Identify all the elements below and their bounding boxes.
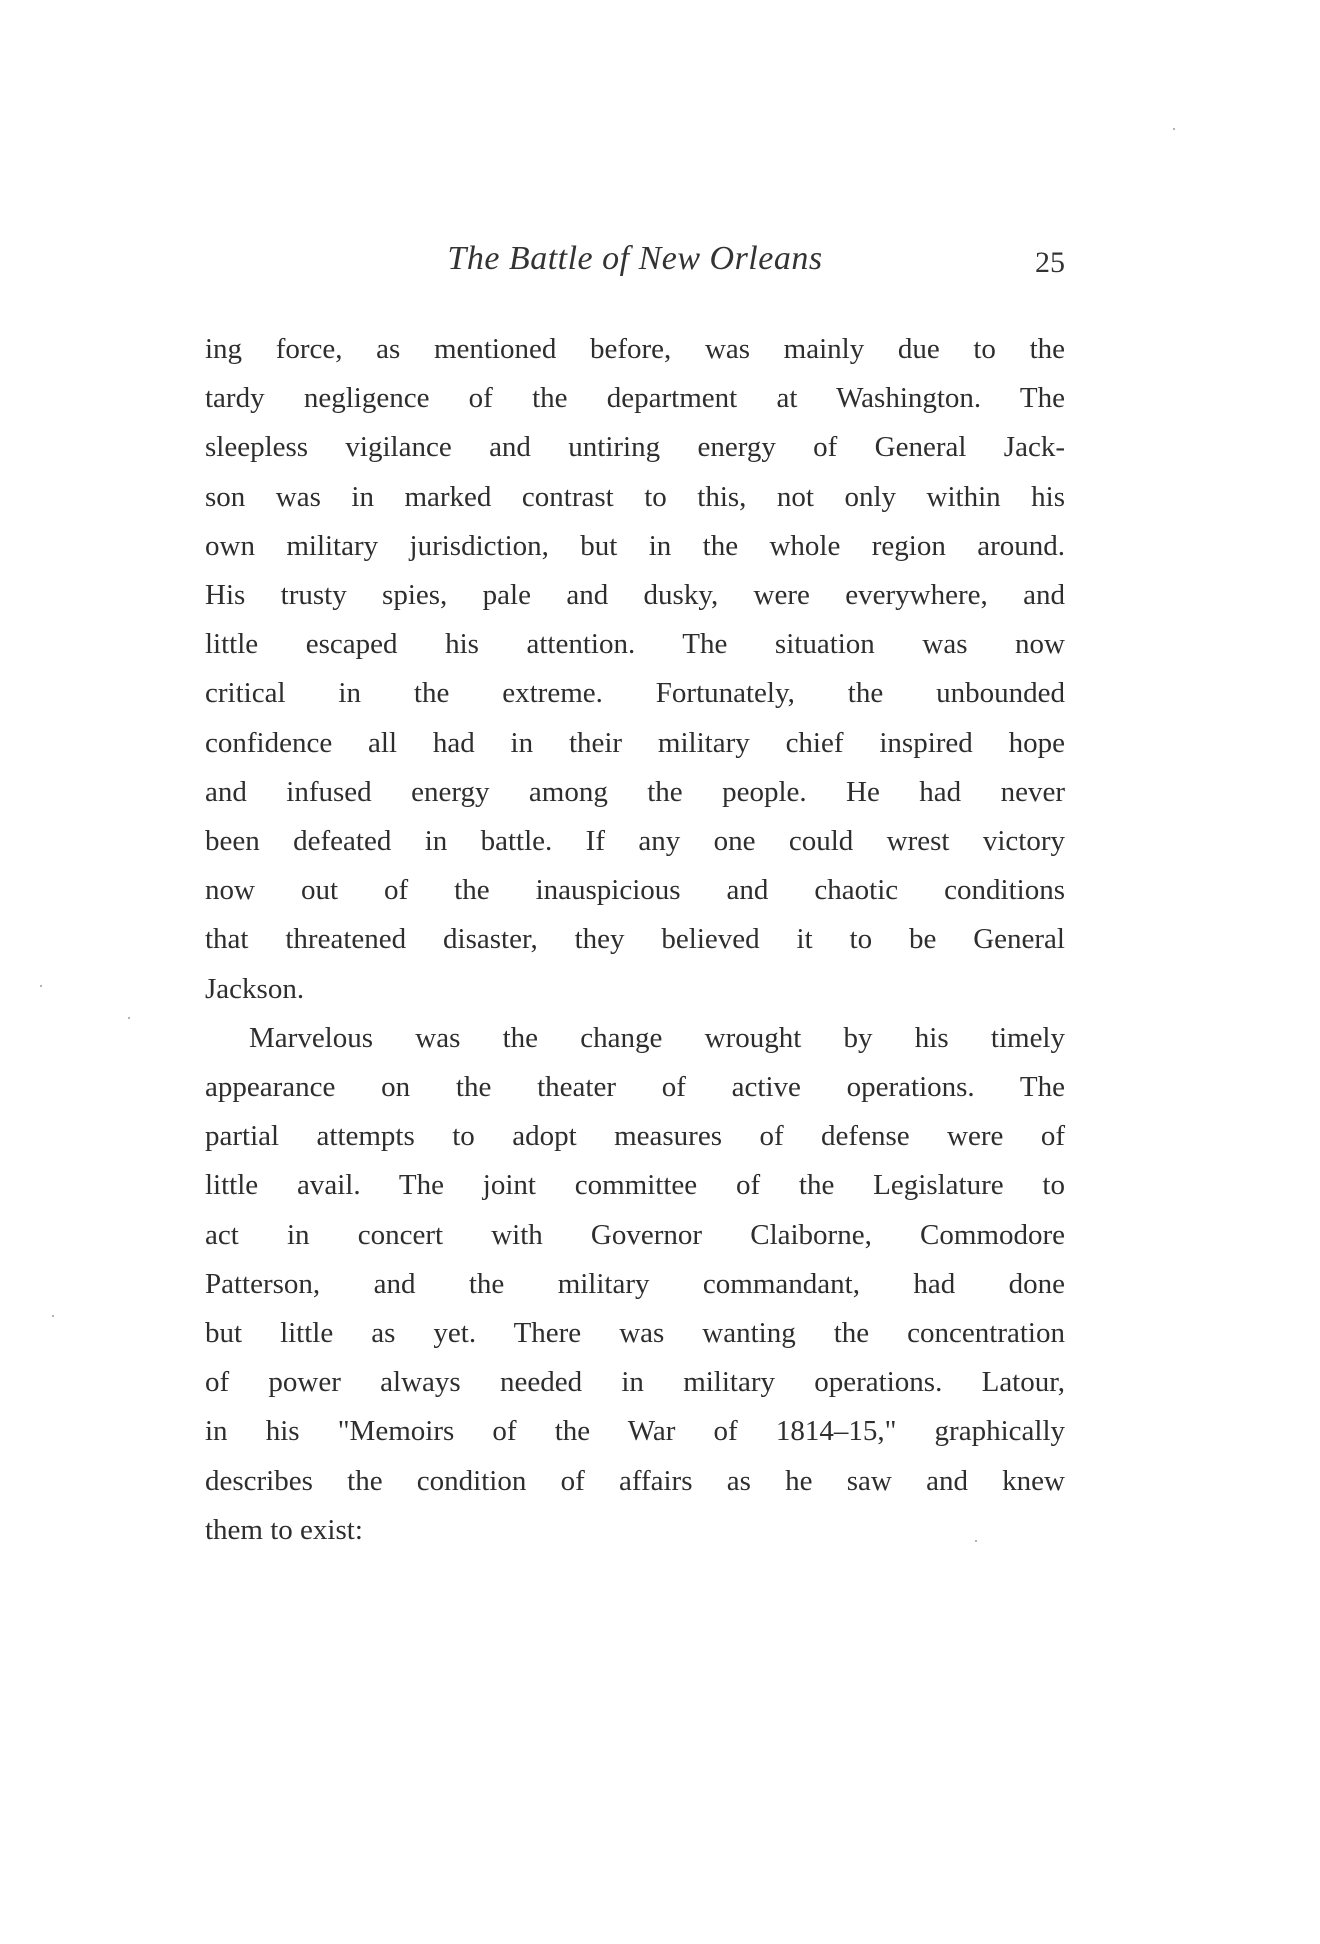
scan-speck [1173, 128, 1175, 130]
paragraph-2 [205, 1014, 1065, 1555]
text-line: His trusty spies, pale and dusky, were everywhere, and [205, 579, 1065, 612]
page-number: 25 [1035, 246, 1065, 279]
text-line: sleepless vigilance and untiring energy of General Jack- [205, 431, 1065, 464]
text-line: but little as yet. There was wanting the concentration [205, 1317, 1065, 1350]
text-line: little avail. The joint committee of the Legislature to [205, 1169, 1065, 1202]
text-line: tardy negligence of the department at Washington. The [205, 382, 1065, 415]
text-line: and infused energy among the people. He had never [205, 775, 1065, 808]
text-line: own military jurisdiction, but in the whole region around. [205, 529, 1065, 562]
text-line: little escaped his attention. The situation was now [205, 628, 1065, 661]
text-line: them to exist: [205, 1513, 363, 1546]
running-title: The Battle of New Orleans [447, 240, 823, 277]
text-line: critical in the extreme. Fortunately, the unbounded [205, 677, 1065, 710]
text-line: now out of the inauspicious and chaotic conditions [205, 874, 1065, 907]
text-line: son was in marked contrast to this, not only within his [205, 480, 1065, 513]
text-line: partial attempts to adopt measures of defense were of [205, 1120, 1065, 1153]
scan-speck [128, 1017, 130, 1019]
text-line: describes the condition of affairs as he saw and knew [205, 1464, 1065, 1497]
running-head [205, 240, 1065, 290]
body-text [205, 325, 1065, 1555]
text-line: act in concert with Governor Claiborne, Commodore [205, 1218, 1065, 1251]
text-line: appearance on the theater of active operations. The [205, 1071, 1065, 1104]
scan-speck [52, 1315, 54, 1317]
text-line: in his "Memoirs of the War of 1814–15," graphically [205, 1415, 1065, 1448]
scan-speck [40, 985, 42, 987]
text-line: Patterson, and the military commandant, had done [205, 1267, 1065, 1300]
text-line: that threatened disaster, they believed it to be General [205, 923, 1065, 956]
text-line: Marvelous was the change wrought by his timely [249, 1021, 1065, 1054]
text-line: been defeated in battle. If any one could wrest victory [205, 825, 1065, 858]
scan-speck [975, 1540, 977, 1542]
paragraph-1 [205, 325, 1065, 1014]
text-line: of power always needed in military operations. Latour, [205, 1366, 1065, 1399]
text-line: confidence all had in their military chief inspired hope [205, 726, 1065, 759]
text-line: ing force, as mentioned before, was mainly due to the [205, 333, 1065, 365]
text-line: Jackson. [205, 972, 305, 1005]
